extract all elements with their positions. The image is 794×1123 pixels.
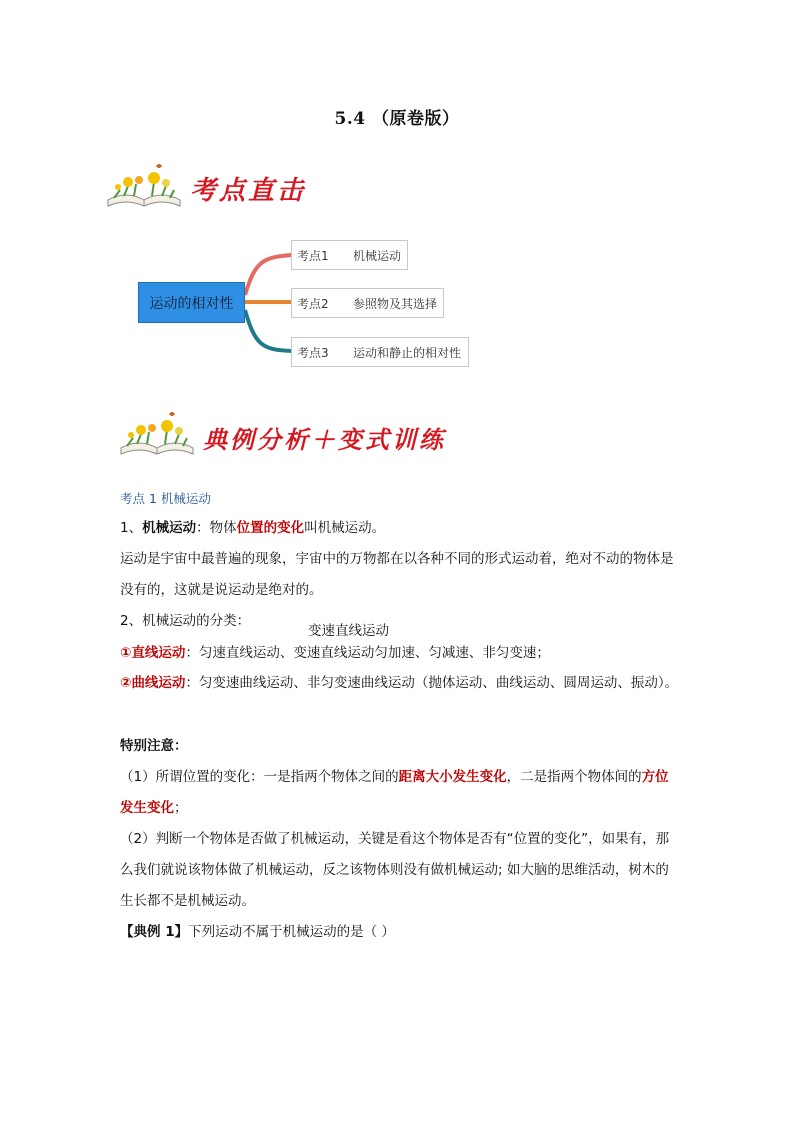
highlight: 距离大小发生变化 (398, 769, 507, 785)
text: ：物体 (196, 520, 237, 536)
text: ：匀变速曲线运动、非匀变速曲线运动（抛体运动、曲线运动、圆周运动、振动）。 (185, 675, 679, 691)
mindmap-node-2 (291, 288, 444, 318)
section-heading: 考点 1 机械运动 (120, 491, 211, 506)
banner-title-examples: 典例分析＋变式训练 (203, 425, 446, 454)
mindmap-node-3 (291, 337, 469, 367)
mindmap-node-key: 考点3 (297, 345, 329, 360)
paragraph-linear-motion (120, 638, 680, 669)
example-1 (120, 917, 680, 948)
highlight: 方位发生变化 (120, 769, 669, 816)
paragraph-curvilinear-motion (120, 668, 680, 699)
mindmap-center-node: 运动的相对性 (138, 282, 245, 323)
text: 叫机械运动。 (304, 520, 386, 536)
paragraph-universal-motion: 运动是宇宙中最普遍的现象，宇宙中的万物都在以各种不同的形式运动着，绝对不动的物体是没有的，这就是说运动是绝对的。 (120, 551, 674, 598)
floating-label: 变速直线运动 (308, 623, 389, 639)
text: ； (174, 800, 188, 816)
mindmap-node-1 (291, 240, 408, 270)
text: （1）所谓位置的变化：一是指两个物体之间的 (120, 769, 399, 785)
mindmap-node-label: 运动和静止的相对性 (353, 345, 462, 360)
highlight: 位置的变化 (236, 520, 305, 536)
note-2: （2）判断一个物体是否做了机械运动，关键是看这个物体是否有“位置的变化”，如果有，那么我们就说该物体做了机械运动，反之该物体则没有做机械运动; 如大脑的思维活动，树木的生长都不是机械运动。 (120, 831, 670, 909)
mindmap-node-key: 考点2 (297, 296, 329, 311)
mindmap-node-label: 参照物及其选择 (353, 296, 438, 311)
mindmap-node-label: 机械运动 (353, 248, 402, 263)
paragraph-definition (120, 513, 680, 544)
paragraph-classification: 2、机械运动的分类： (120, 613, 251, 629)
text: ：匀速直线运动、变速直线运动匀加速、匀减速、非匀变速； (185, 645, 550, 661)
note-1 (120, 762, 680, 824)
term: 机械运动 (142, 520, 197, 536)
example-label: 【典例 1】 (120, 924, 189, 940)
marker: ① (120, 645, 132, 661)
page-title: 5.4 （原卷版） (334, 109, 460, 129)
text: ，二是指两个物体间的 (506, 769, 642, 785)
text: 1、 (120, 520, 143, 536)
note-title: 特别注意： (120, 738, 188, 754)
example-question: 下列运动不属于机械运动的是（ ） (188, 924, 395, 940)
banner-title-exam-points: 考点直击 (190, 176, 307, 206)
book-flowers-icon (117, 408, 197, 458)
term: 曲线运动 (131, 675, 186, 691)
mindmap-node-key: 考点1 (297, 248, 329, 263)
marker: ② (120, 675, 132, 691)
term: 直线运动 (131, 645, 186, 661)
